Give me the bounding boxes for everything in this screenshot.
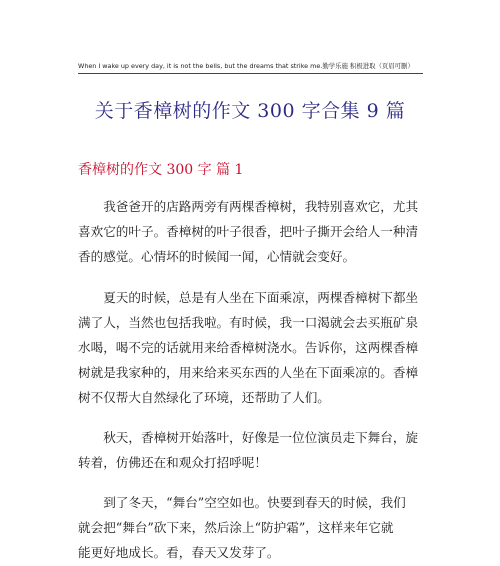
document-title: 关于香樟树的作文 300 字合集 9 篇 bbox=[94, 100, 406, 122]
paragraph-4 bbox=[78, 490, 423, 565]
running-header: When I wake up every day, it is not the bells, but the dreams that strike me.勤学乐施 积极进取（页眉可删） bbox=[78, 62, 414, 70]
paragraph-line: 能更好地成长。看，春天又发芽了。 bbox=[78, 545, 280, 560]
paragraph-line: 我爸爸开的店路两旁有两棵香樟树，我特别喜欢它，尤其 bbox=[78, 199, 419, 214]
paragraph-line: 到了冬天，“舞台”空空如也。快要到春天的时候，我们 bbox=[78, 495, 406, 510]
paragraph-line: 满了人，当然也包括我啦。有时候，我一口渴就会去买瓶矿泉 bbox=[78, 315, 419, 330]
paragraph-line: 转着，仿佛还在和观众打招呼呢！ bbox=[78, 455, 267, 470]
paragraph-line: 香的感觉。心情坏的时候闻一闻，心情就会变好。 bbox=[78, 249, 356, 264]
paragraph-line: 就会把“舞台”砍下来，然后涂上“防护霜”，这样来年它就 bbox=[78, 520, 394, 535]
paragraph-1 bbox=[78, 194, 423, 269]
section-heading: 香樟树的作文 300 字 篇 1 bbox=[78, 162, 244, 178]
paragraph-line: 夏天的时候，总是有人坐在下面乘凉，两棵香樟树下都坐 bbox=[78, 290, 419, 305]
paragraph-line: 喜欢它的叶子。香樟树的叶子很香，把叶子撕开会给人一种清 bbox=[78, 224, 419, 239]
paragraph-3 bbox=[78, 425, 423, 475]
paragraph-line: 树不仅帮大自然绿化了环境，还帮助了人们。 bbox=[78, 390, 330, 405]
paragraph-line: 秋天，香樟树开始落叶，好像是一位位演员走下舞台，旋 bbox=[78, 430, 419, 445]
paragraph-2 bbox=[78, 285, 423, 410]
paragraph-line: 树就是我家种的，用来给来买东西的人坐在下面乘凉的。香樟 bbox=[78, 365, 419, 380]
paragraph-line: 水喝，喝不完的话就用来给香樟树浇水。告诉你，这两棵香樟 bbox=[78, 340, 419, 355]
header-divider bbox=[78, 73, 423, 74]
